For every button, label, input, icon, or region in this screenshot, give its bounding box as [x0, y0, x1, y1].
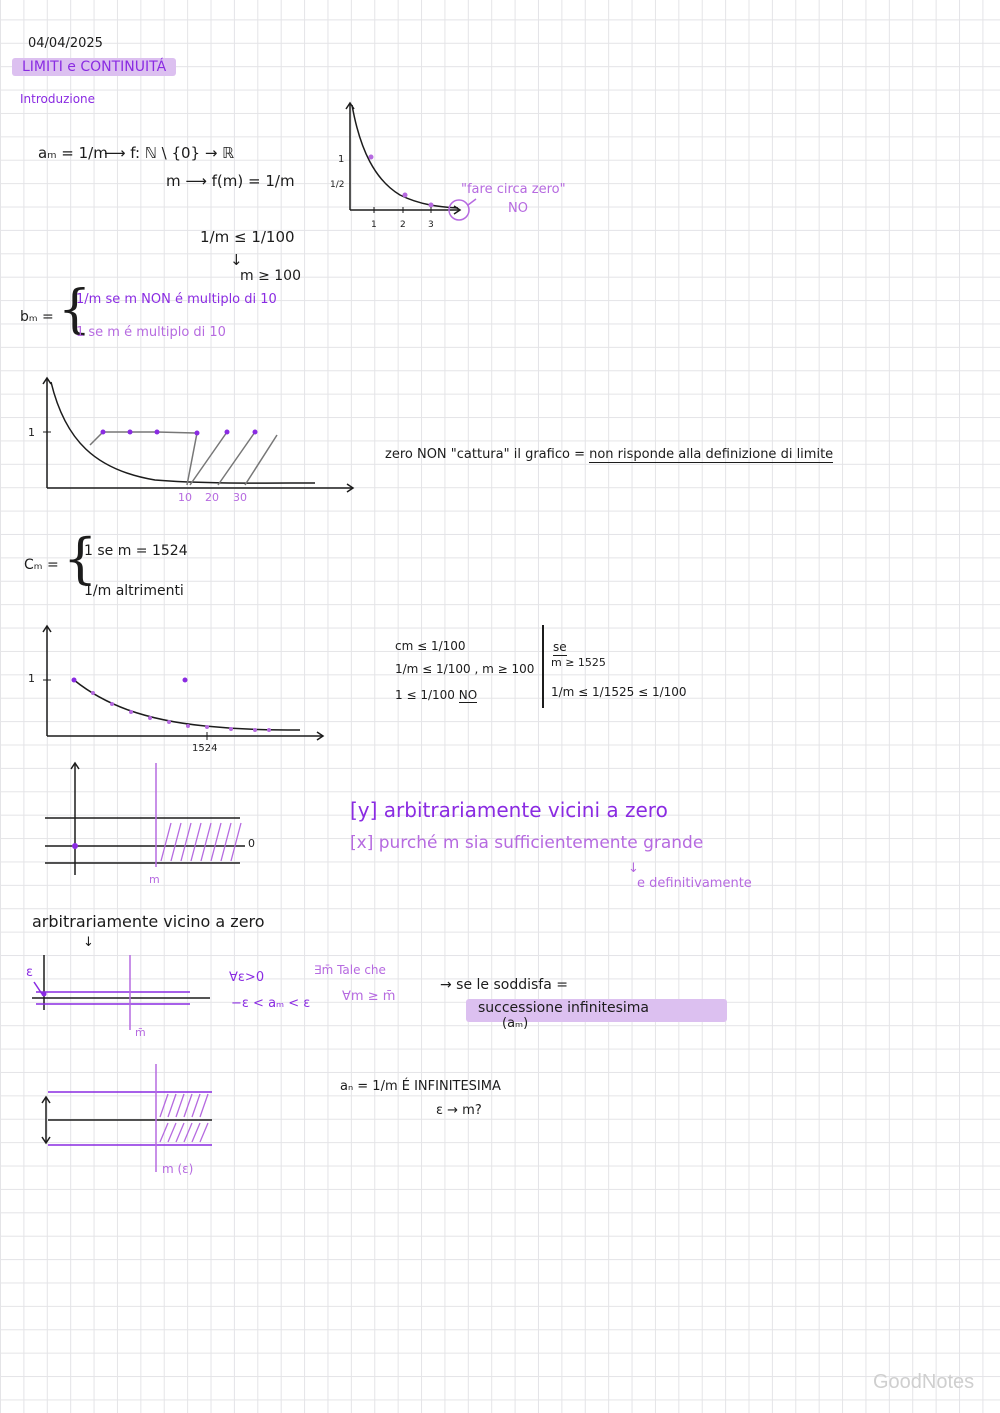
note-subtitle: Introduzione	[20, 92, 96, 106]
fare-circa-zero-note: "fare circa zero"	[461, 182, 566, 197]
graph-x-tick-1: 1	[371, 220, 377, 230]
graph-x-tick-2: 2	[400, 220, 406, 230]
successione-infinitesima: successione infinitesima	[478, 1000, 650, 1016]
y-arbitrariamente-line: [y] arbitrariamente vicini a zero	[350, 798, 668, 822]
epsilon-ineq: −ε < aₘ < ε	[231, 996, 311, 1011]
final-band-graph	[40, 1062, 220, 1182]
hyperbola-graph	[330, 95, 490, 235]
graph-y-tick-half: 1/2	[330, 180, 345, 190]
cm-work-3-ineq: 1 ≤ 1/100	[395, 688, 455, 702]
cm-side-cond: m ≥ 1525	[551, 656, 606, 669]
band-graph	[35, 757, 270, 887]
bm-y-tick: 1	[28, 426, 35, 439]
bm-label: bₘ =	[20, 309, 54, 325]
cm-case-2: 1/m altrimenti	[84, 583, 184, 599]
heading-arrow: ↓	[83, 935, 94, 950]
inequality-2: m ≥ 100	[240, 268, 301, 284]
cm-label: Cₘ =	[24, 557, 59, 573]
definizione-limite-text: non risponde alla definizione di limite	[589, 447, 834, 462]
note-title: LIMITI e CONTINUITÁ	[12, 58, 176, 76]
m-eps-label: m (ε)	[162, 1162, 194, 1176]
successione-am: (aₘ)	[502, 1016, 529, 1031]
definitivamente-arrow: ↓	[628, 861, 639, 876]
bm-x-tick-10: 10	[178, 491, 192, 504]
epsilon-label: ε	[26, 965, 34, 980]
bm-brace: {	[58, 280, 92, 340]
cm-work-2: 1/m ≤ 1/100 , m ≥ 100	[395, 662, 535, 676]
cm-side-se: se	[553, 640, 567, 654]
note-date: 04/04/2025	[28, 36, 103, 51]
forall-m: ∀m ≥ m̄	[342, 989, 396, 1004]
cm-work-3	[395, 689, 477, 703]
an-infinitesima: aₙ = 1/m É INFINITESIMA	[340, 1079, 501, 1094]
bm-case-1: 1/m se m NON é multiplo di 10	[76, 292, 277, 307]
arbitrariamente-heading: arbitrariamente vicino a zero	[32, 912, 265, 931]
m-bar-label: m̄	[135, 1026, 146, 1039]
f-mapping: ⟶ f: ℕ \ {0} → ℝ	[104, 144, 235, 162]
cm-brace: {	[63, 527, 98, 590]
graph-x-tick-3: 3	[428, 220, 434, 230]
bm-x-tick-20: 20	[205, 491, 219, 504]
bm-x-tick-30: 30	[233, 491, 247, 504]
zero-cattura-note	[385, 448, 833, 463]
inequality-1: 1/m ≤ 1/100	[200, 228, 295, 246]
graph-y-tick-1: 1	[338, 154, 345, 165]
cm-divider	[542, 625, 544, 708]
band-x-label: m	[149, 873, 160, 886]
cm-side-ineq: 1/m ≤ 1/1525 ≤ 1/100	[551, 685, 687, 699]
cm-x-tick: 1524	[192, 743, 218, 754]
cm-graph	[25, 620, 330, 760]
eps-to-m: ε → m?	[436, 1103, 482, 1118]
zero-cattura-text: zero NON "cattura" il grafico =	[385, 447, 590, 462]
an-definition: aₘ = 1/m	[38, 144, 108, 162]
goodnotes-watermark: GoodNotes	[873, 1371, 975, 1393]
cm-work-3-no: NO	[458, 688, 478, 702]
band-right-label: 0	[248, 837, 255, 850]
no-note: NO	[508, 201, 528, 216]
forall-eps: ∀ε>0	[229, 970, 265, 985]
cm-case-1: 1 se m = 1524	[84, 543, 188, 559]
epsilon-band-graph	[22, 950, 217, 1045]
cm-y-tick: 1	[28, 672, 35, 685]
definitivamente-line: e definitivamente	[637, 876, 752, 891]
exists-m-bar: ∃m̄ Tale che	[314, 963, 386, 977]
f-rule: m ⟶ f(m) = 1/m	[166, 172, 295, 190]
down-arrow: ↓	[230, 251, 243, 269]
bm-graph	[25, 370, 360, 510]
se-le-soddisfa: → se le soddisfa =	[440, 977, 568, 993]
x-purche-line: [x] purché m sia sufficientemente grande	[350, 833, 704, 853]
cm-work-1: cm ≤ 1/100	[395, 639, 466, 653]
bm-case-2: 1 se m é multiplo di 10	[76, 325, 226, 340]
